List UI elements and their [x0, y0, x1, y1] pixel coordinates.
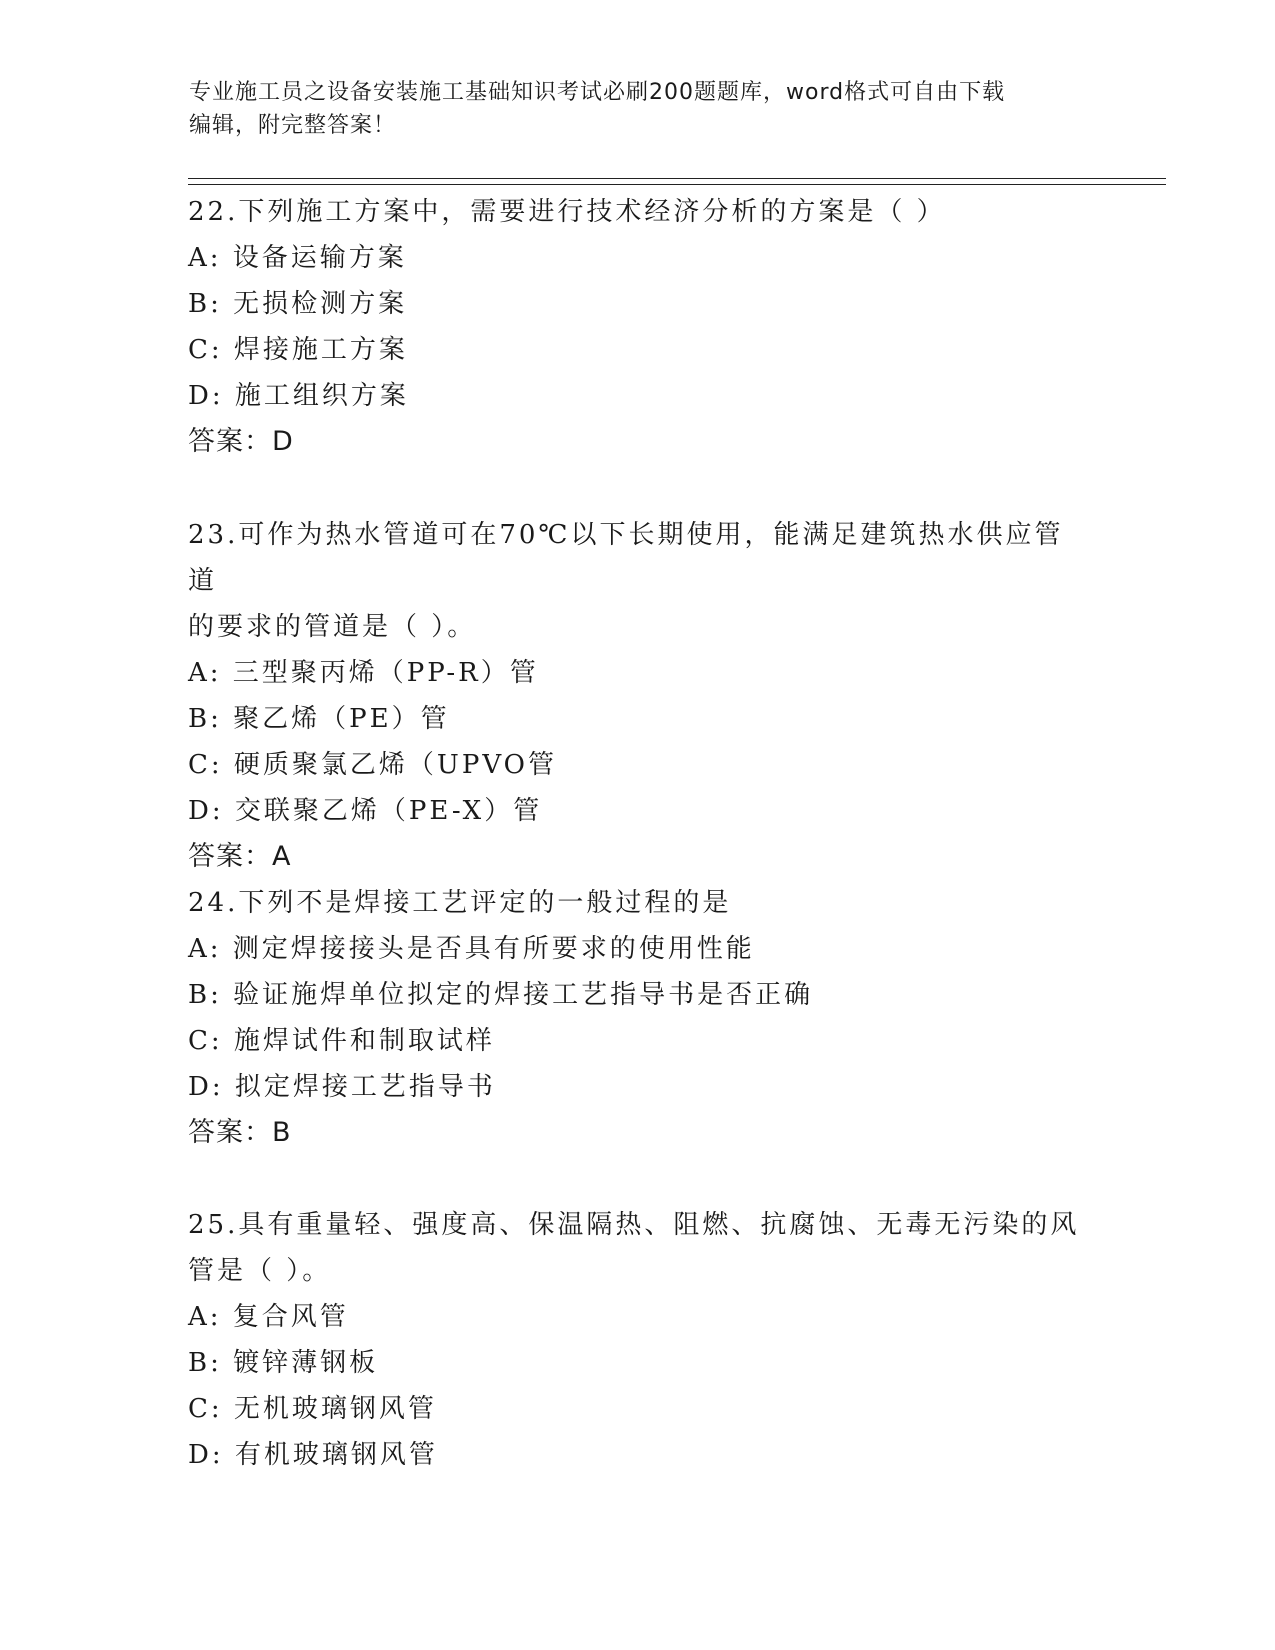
option-b: B: 验证施焊单位拟定的焊接工艺指导书是否正确: [188, 980, 814, 1010]
header-line-1: 专业施工员之设备安装施工基础知识考试必刷200题题库，word格式可自由下载: [189, 80, 1006, 105]
option-b: B: 无损检测方案: [188, 289, 408, 319]
option-c: C: 施焊试件和制取试样: [188, 1026, 495, 1056]
question-stem-line-1: 23.可作为热水管道可在70℃以下长期使用，能满足建筑热水供应管道: [188, 520, 1064, 596]
header-line-2: 编辑，附完整答案！: [189, 113, 397, 138]
question-block: [188, 512, 1088, 880]
answer-label: 答案：D: [188, 426, 294, 457]
question-stem-line-1: 25.具有重量轻、强度高、保温隔热、阻燃、抗腐蚀、无毒无污染的风: [188, 1210, 1080, 1240]
option-d: D: 交联聚乙烯（PE-X）管: [188, 796, 543, 826]
question-block: [188, 189, 1088, 465]
option-d: D: 施工组织方案: [188, 381, 409, 411]
document-header: [189, 76, 1089, 142]
option-a: A: 设备运输方案: [188, 243, 407, 273]
option-d: D: 拟定焊接工艺指导书: [188, 1072, 496, 1102]
question-stem: 22.下列施工方案中，需要进行技术经济分析的方案是（ ）: [188, 197, 946, 227]
option-b: B: 镀锌薄钢板: [188, 1348, 379, 1378]
header-divider-top: [188, 178, 1166, 179]
question-stem-line-2: 管是（ ）。: [188, 1256, 332, 1286]
question-stem-line-2: 的要求的管道是（ ）。: [188, 612, 477, 642]
option-c: C: 焊接施工方案: [188, 335, 408, 365]
option-a: A: 复合风管: [188, 1302, 349, 1332]
option-a: A: 测定焊接接头是否具有所要求的使用性能: [188, 934, 755, 964]
answer-label: 答案：A: [188, 841, 292, 872]
question-block: [188, 1202, 1088, 1478]
question-block: [188, 880, 1088, 1156]
answer-label: 答案：B: [188, 1117, 292, 1148]
option-d: D: 有机玻璃钢风管: [188, 1440, 438, 1470]
option-c: C: 硬质聚氯乙烯（UPVO管: [188, 750, 557, 780]
option-b: B: 聚乙烯（PE）管: [188, 704, 450, 734]
option-a: A: 三型聚丙烯（PP-R）管: [188, 658, 539, 688]
header-divider-bottom: [188, 184, 1166, 185]
question-stem: 24.下列不是焊接工艺评定的一般过程的是: [188, 888, 732, 918]
option-c: C: 无机玻璃钢风管: [188, 1394, 437, 1424]
